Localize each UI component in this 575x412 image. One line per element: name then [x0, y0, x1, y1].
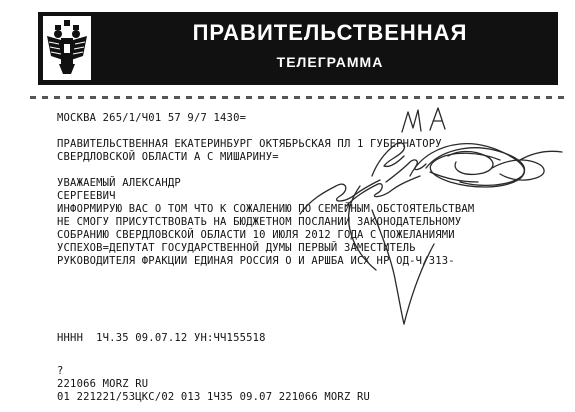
telegram-line-greeting-2: СЕРГЕЕВИЧ — [57, 190, 116, 202]
telegram-line-service-2: ? — [57, 365, 64, 377]
telegram-line-address-1: ПРАВИТЕЛЬСТВЕННАЯ ЕКАТЕРИНБУРГ ОКТЯБРЬСКАЯ ПЛ 1 ГУБЕРНАТОРУ — [57, 138, 442, 150]
telegram-line-body-2: НЕ СМОГУ ПРИСУТСТВОВАТЬ НА БЮДЖЕТНОМ ПОСЛАНИИ ЗАКОНОДАТЕЛЬНОМУ — [57, 216, 462, 228]
telegram-line-routing: МОСКВА 265/1/Ч01 57 9/7 1430= — [57, 112, 247, 124]
telegram-line-address-2: СВЕРДЛОВСКОЙ ОБЛАСТИ А С МИШАРИНУ= — [57, 151, 279, 163]
telegram-line-service-1: НННН 1Ч.35 09.07.12 УН:ЧЧ155518 — [57, 332, 266, 344]
telegram-line-body-4: УСПЕХОВ=ДЕПУТАТ ГОСУДАРСТВЕННОЙ ДУМЫ ПЕРВЫЙ ЗАМЕСТИТЕЛЬ — [57, 242, 416, 254]
telegram-line-greeting-1: УВАЖАЕМЫЙ АЛЕКСАНДР — [57, 177, 181, 189]
telegram-subtitle: ТЕЛЕГРАММА — [276, 54, 384, 70]
telegram-line-body-1: ИНФОРМИРУЮ ВАС О ТОМ ЧТО К СОЖАЛЕНИЮ ПО СЕМЕЙНЫМ ОБСТОЯТЕЛЬСТВАМ — [57, 203, 475, 215]
telegram-line-body-3: СОБРАНИЮ СВЕРДЛОВСКОЙ ОБЛАСТИ 10 ИЮЛЯ 2012 ГОДА С ПОЖЕЛАНИЯМИ — [57, 229, 455, 241]
telegram-line-service-3: 221066 MORZ RU — [57, 378, 149, 390]
telegram-title: ПРАВИТЕЛЬСТВЕННАЯ — [192, 20, 468, 45]
perforation-divider — [30, 96, 570, 99]
telegram-line-body-5: РУКОВОДИТЕЛЯ ФРАКЦИИ ЕДИНАЯ РОССИЯ О И АРШБА ИСХ НР ОД-Ч/313- — [57, 255, 455, 267]
telegram-line-service-4: 01 221221/53ЦКС/02 013 1Ч35 09.07 221066 MORZ RU — [57, 391, 371, 403]
coat-of-arms-icon — [43, 16, 91, 80]
